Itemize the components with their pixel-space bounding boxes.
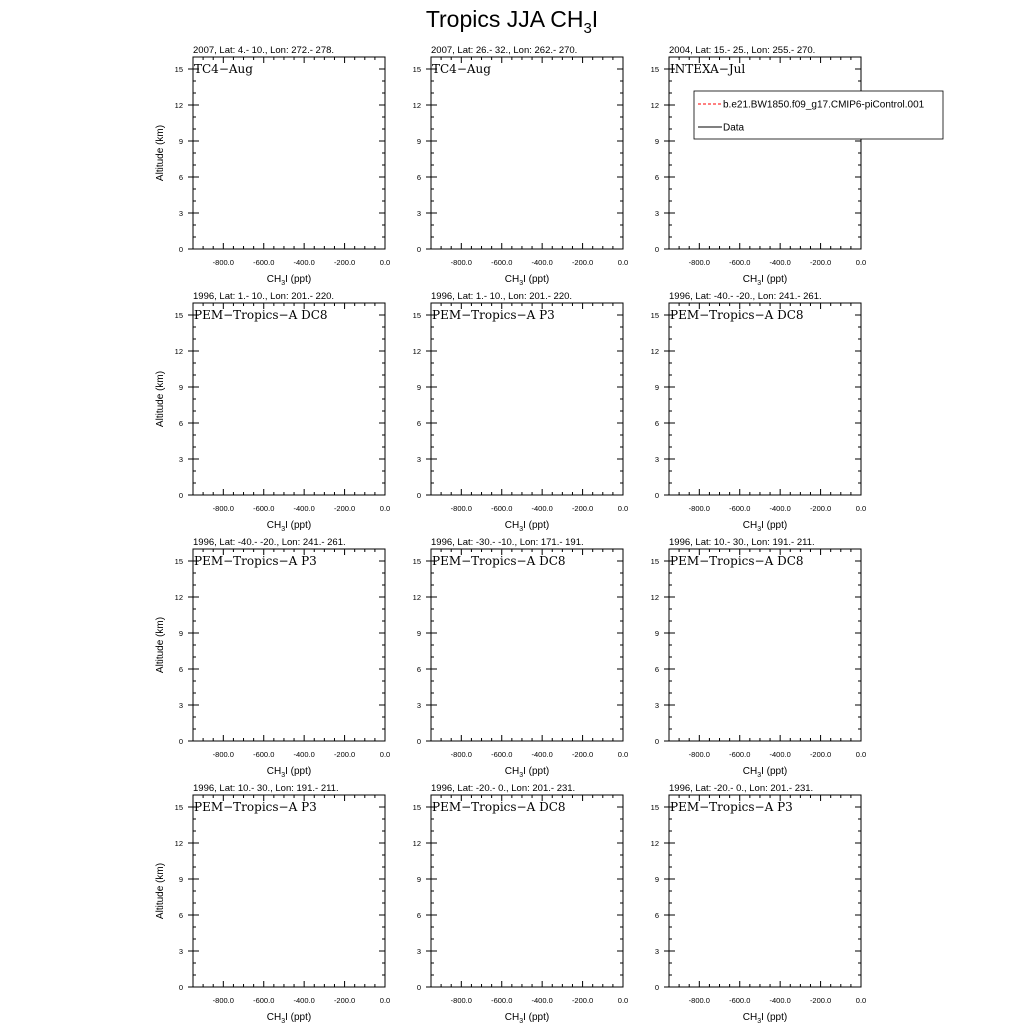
x-tick-label: -400.0 — [293, 504, 315, 513]
x-tick-label: 0.0 — [617, 750, 629, 759]
y-tick-label: 12 — [650, 593, 659, 602]
x-axis-label-main: CH — [742, 1012, 758, 1023]
y-tick-label: 3 — [416, 701, 421, 710]
x-axis-label-tail: I (ppt) — [761, 520, 788, 531]
x-tick-label: 0.0 — [379, 258, 391, 267]
y-tick-label: 12 — [174, 839, 183, 848]
panel-12 — [651, 783, 867, 1024]
x-tick-label: -200.0 — [333, 750, 356, 759]
x-tick-label: -200.0 — [809, 258, 832, 267]
panel-header: 1996, Lat: 10.- 30., Lon: 191.- 211. — [669, 537, 815, 548]
x-tick-label: -800.0 — [688, 258, 710, 267]
x-tick-label: 0.0 — [855, 996, 867, 1005]
x-axis-label-main: CH — [266, 520, 282, 531]
campaign-label: INTEXA−Jul — [670, 62, 746, 76]
x-tick-label: -600.0 — [729, 996, 751, 1005]
y-tick-label: 9 — [654, 875, 659, 884]
x-tick-label: 0.0 — [379, 504, 391, 513]
x-axis-label — [505, 1012, 549, 1024]
x-tick-label: -200.0 — [809, 750, 832, 759]
y-tick-label: 0 — [654, 983, 659, 992]
x-tick-label: -600.0 — [253, 504, 275, 513]
campaign-label: PEM−Tropics−A P3 — [194, 554, 317, 568]
legend — [694, 91, 943, 139]
plot-frame — [669, 303, 861, 495]
x-tick-label: -600.0 — [491, 750, 513, 759]
x-tick-label: -400.0 — [769, 996, 791, 1005]
x-tick-label: -600.0 — [491, 504, 513, 513]
plot-frame — [669, 549, 861, 741]
x-tick-label: -200.0 — [333, 996, 356, 1005]
x-tick-label: 0.0 — [617, 504, 629, 513]
x-tick-label: -200.0 — [571, 258, 594, 267]
y-tick-label: 9 — [654, 137, 659, 146]
x-tick-label: -200.0 — [571, 996, 594, 1005]
y-tick-label: 0 — [416, 983, 421, 992]
x-tick-label: -800.0 — [450, 258, 472, 267]
y-tick-label: 15 — [650, 65, 659, 74]
y-tick-label: 9 — [416, 383, 421, 392]
y-tick-label: 0 — [178, 983, 183, 992]
y-tick-label: 0 — [416, 491, 421, 500]
panel-4 — [155, 291, 390, 533]
y-tick-label: 9 — [178, 137, 183, 146]
x-axis-label-main: CH — [742, 520, 758, 531]
x-axis-label-subscript: 3 — [281, 772, 286, 779]
y-tick-label: 0 — [654, 737, 659, 746]
x-tick-label: 0.0 — [855, 258, 867, 267]
y-tick-label: 0 — [178, 245, 183, 254]
y-tick-label: 15 — [412, 65, 421, 74]
plot-frame — [193, 57, 385, 249]
panel-header: 1996, Lat: -20.- 0., Lon: 201.- 231. — [431, 783, 576, 794]
y-tick-label: 15 — [650, 557, 659, 566]
panel-header: 1996, Lat: 1.- 10., Lon: 201.- 220. — [431, 291, 573, 302]
y-tick-label: 0 — [416, 245, 421, 254]
panel-5 — [413, 291, 629, 533]
x-axis-label — [743, 274, 787, 287]
x-axis-label-subscript: 3 — [519, 772, 524, 779]
x-tick-label: -800.0 — [450, 750, 472, 759]
figure-title-tail: I — [591, 6, 599, 32]
campaign-label: PEM−Tropics−A DC8 — [670, 308, 804, 322]
y-tick-label: 3 — [654, 209, 659, 218]
x-tick-label: -600.0 — [491, 996, 513, 1005]
panel-header: 1996, Lat: -20.- 0., Lon: 201.- 231. — [669, 783, 814, 794]
campaign-label: TC4−Aug — [432, 62, 491, 76]
x-tick-label: -200.0 — [333, 504, 356, 513]
y-tick-label: 6 — [178, 173, 183, 182]
y-tick-label: 12 — [650, 347, 659, 356]
x-axis-label-main: CH — [266, 766, 282, 777]
x-tick-label: -400.0 — [293, 258, 315, 267]
panel-10 — [155, 783, 390, 1024]
figure-title — [426, 6, 598, 37]
x-axis-label-subscript: 3 — [519, 280, 524, 287]
panel-header: 2007, Lat: 26.- 32., Lon: 262.- 270. — [431, 45, 578, 56]
plot-frame — [669, 57, 861, 249]
y-tick-label: 6 — [654, 665, 659, 674]
y-tick-label: 3 — [416, 209, 421, 218]
y-tick-label: 6 — [416, 419, 421, 428]
y-tick-label: 12 — [412, 347, 421, 356]
y-tick-label: 6 — [416, 173, 421, 182]
x-axis-label — [267, 766, 311, 779]
y-tick-label: 9 — [178, 629, 183, 638]
x-axis-label — [505, 766, 549, 779]
campaign-label: PEM−Tropics−A P3 — [670, 800, 793, 814]
y-tick-label: 15 — [412, 803, 421, 812]
y-tick-label: 9 — [654, 629, 659, 638]
x-axis-label-subscript: 3 — [281, 280, 286, 287]
plot-frame — [431, 57, 623, 249]
y-tick-label: 6 — [654, 419, 659, 428]
x-tick-label: -800.0 — [212, 996, 234, 1005]
x-tick-label: 0.0 — [855, 750, 867, 759]
x-tick-label: -400.0 — [531, 258, 553, 267]
y-tick-label: 9 — [416, 875, 421, 884]
y-tick-label: 12 — [412, 839, 421, 848]
x-axis-label-main: CH — [266, 274, 282, 285]
x-axis-label-main: CH — [504, 274, 520, 285]
y-tick-label: 15 — [174, 803, 183, 812]
y-tick-label: 0 — [654, 491, 659, 500]
x-tick-label: -400.0 — [769, 258, 791, 267]
y-tick-label: 3 — [416, 947, 421, 956]
y-tick-label: 15 — [412, 557, 421, 566]
campaign-label: PEM−Tropics−A DC8 — [194, 308, 328, 322]
x-tick-label: -800.0 — [212, 504, 234, 513]
x-tick-label: -600.0 — [253, 258, 275, 267]
y-tick-label: 12 — [650, 839, 659, 848]
x-tick-label: -400.0 — [293, 996, 315, 1005]
x-axis-label-subscript: 3 — [757, 526, 762, 533]
legend-label-1: b.e21.BW1850.f09_g17.CMIP6-piControl.001 — [723, 99, 925, 111]
plot-frame — [193, 549, 385, 741]
y-tick-label: 9 — [416, 137, 421, 146]
campaign-label: TC4−Aug — [194, 62, 253, 76]
x-tick-label: 0.0 — [617, 258, 629, 267]
x-axis-label-tail: I (ppt) — [285, 520, 312, 531]
x-tick-label: 0.0 — [379, 750, 391, 759]
y-tick-label: 3 — [178, 455, 183, 464]
y-tick-label: 12 — [174, 101, 183, 110]
plot-frame — [193, 795, 385, 987]
y-tick-label: 3 — [416, 455, 421, 464]
panel-6 — [651, 291, 867, 533]
x-axis-label-subscript: 3 — [281, 526, 286, 533]
y-tick-label: 15 — [650, 311, 659, 320]
legend-label-2: Data — [723, 122, 745, 134]
x-axis-label-subscript: 3 — [757, 1018, 762, 1024]
x-axis-label-tail: I (ppt) — [523, 1012, 550, 1023]
x-tick-label: -400.0 — [531, 750, 553, 759]
x-tick-label: -400.0 — [769, 504, 791, 513]
panel-grid — [155, 45, 943, 1024]
x-axis-label-tail: I (ppt) — [285, 766, 312, 777]
x-tick-label: -400.0 — [769, 750, 791, 759]
x-tick-label: -800.0 — [688, 504, 710, 513]
y-tick-label: 3 — [654, 701, 659, 710]
x-tick-label: -600.0 — [729, 258, 751, 267]
panel-1 — [155, 45, 390, 287]
figure-title-main: Tropics JJA CH — [425, 6, 584, 32]
y-tick-label: 12 — [650, 101, 659, 110]
x-axis-label-subscript: 3 — [519, 1018, 524, 1024]
y-tick-label: 15 — [174, 65, 183, 74]
y-axis-label: Altitude (km) — [155, 616, 166, 674]
x-axis-label-tail: I (ppt) — [523, 766, 550, 777]
panel-header: 2004, Lat: 15.- 25., Lon: 255.- 270. — [669, 45, 816, 56]
x-tick-label: -400.0 — [293, 750, 315, 759]
x-tick-label: -200.0 — [809, 504, 832, 513]
y-tick-label: 15 — [174, 557, 183, 566]
panel-header: 2007, Lat: 4.- 10., Lon: 272.- 278. — [193, 45, 335, 56]
panel-11 — [413, 783, 629, 1024]
x-tick-label: -800.0 — [688, 750, 710, 759]
x-tick-label: -800.0 — [212, 258, 234, 267]
y-tick-label: 6 — [654, 911, 659, 920]
campaign-label: PEM−Tropics−A P3 — [194, 800, 317, 814]
y-tick-label: 12 — [412, 593, 421, 602]
y-tick-label: 3 — [654, 947, 659, 956]
plot-frame — [193, 303, 385, 495]
x-tick-label: -800.0 — [212, 750, 234, 759]
y-tick-label: 6 — [416, 665, 421, 674]
panel-8 — [413, 537, 629, 779]
x-axis-label — [743, 520, 787, 533]
plot-frame — [669, 795, 861, 987]
panel-7 — [155, 537, 390, 779]
x-axis-label — [505, 274, 549, 287]
x-axis-label-tail: I (ppt) — [285, 274, 312, 285]
x-tick-label: -800.0 — [688, 996, 710, 1005]
y-tick-label: 9 — [654, 383, 659, 392]
x-axis-label-subscript: 3 — [281, 1018, 286, 1024]
y-tick-label: 9 — [178, 383, 183, 392]
y-tick-label: 12 — [412, 101, 421, 110]
x-axis-label-tail: I (ppt) — [285, 1012, 312, 1023]
y-tick-label: 0 — [178, 737, 183, 746]
x-axis-label-tail: I (ppt) — [761, 274, 788, 285]
y-tick-label: 0 — [654, 245, 659, 254]
x-axis-label — [743, 766, 787, 779]
y-axis-label: Altitude (km) — [155, 124, 166, 182]
y-tick-label: 6 — [178, 665, 183, 674]
y-tick-label: 3 — [178, 209, 183, 218]
x-axis-label — [267, 274, 311, 287]
x-tick-label: -200.0 — [333, 258, 356, 267]
x-tick-label: 0.0 — [617, 996, 629, 1005]
y-axis-label: Altitude (km) — [155, 862, 166, 920]
x-tick-label: -800.0 — [450, 996, 472, 1005]
y-tick-label: 15 — [174, 311, 183, 320]
x-axis-label — [267, 520, 311, 533]
x-axis-label-main: CH — [266, 1012, 282, 1023]
campaign-label: PEM−Tropics−A P3 — [432, 308, 555, 322]
x-axis-label — [743, 1012, 787, 1024]
panel-header: 1996, Lat: -30.- -10., Lon: 171.- 191. — [431, 537, 584, 548]
x-tick-label: -600.0 — [491, 258, 513, 267]
panel-header: 1996, Lat: -40.- -20., Lon: 241.- 261. — [669, 291, 822, 302]
x-axis-label-tail: I (ppt) — [523, 274, 550, 285]
y-tick-label: 6 — [178, 419, 183, 428]
y-tick-label: 15 — [412, 311, 421, 320]
x-axis-label — [267, 1012, 311, 1024]
y-tick-label: 6 — [178, 911, 183, 920]
y-tick-label: 6 — [654, 173, 659, 182]
panel-header: 1996, Lat: 1.- 10., Lon: 201.- 220. — [193, 291, 335, 302]
x-axis-label-tail: I (ppt) — [761, 1012, 788, 1023]
x-tick-label: -600.0 — [729, 504, 751, 513]
plot-frame — [431, 549, 623, 741]
x-tick-label: -200.0 — [571, 750, 594, 759]
x-tick-label: 0.0 — [855, 504, 867, 513]
campaign-label: PEM−Tropics−A DC8 — [432, 800, 566, 814]
y-tick-label: 12 — [174, 593, 183, 602]
x-tick-label: -600.0 — [253, 996, 275, 1005]
y-tick-label: 15 — [650, 803, 659, 812]
x-axis-label-tail: I (ppt) — [761, 766, 788, 777]
panel-3 — [651, 45, 867, 287]
campaign-label: PEM−Tropics−A DC8 — [670, 554, 804, 568]
x-axis-label-main: CH — [504, 766, 520, 777]
panel-2 — [413, 45, 629, 287]
x-tick-label: -200.0 — [809, 996, 832, 1005]
x-tick-label: -600.0 — [253, 750, 275, 759]
x-axis-label-main: CH — [504, 520, 520, 531]
plot-frame — [431, 303, 623, 495]
y-tick-label: 9 — [416, 629, 421, 638]
x-tick-label: -800.0 — [450, 504, 472, 513]
x-axis-label-subscript: 3 — [757, 280, 762, 287]
y-tick-label: 3 — [178, 947, 183, 956]
y-tick-label: 0 — [178, 491, 183, 500]
plot-frame — [431, 795, 623, 987]
y-axis-label: Altitude (km) — [155, 370, 166, 428]
x-axis-label — [505, 520, 549, 533]
y-tick-label: 3 — [654, 455, 659, 464]
y-tick-label: 9 — [178, 875, 183, 884]
x-axis-label-tail: I (ppt) — [523, 520, 550, 531]
panel-header: 1996, Lat: 10.- 30., Lon: 191.- 211. — [193, 783, 339, 794]
x-tick-label: -400.0 — [531, 504, 553, 513]
y-tick-label: 0 — [416, 737, 421, 746]
x-axis-label-subscript: 3 — [519, 526, 524, 533]
campaign-label: PEM−Tropics−A DC8 — [432, 554, 566, 568]
x-tick-label: -200.0 — [571, 504, 594, 513]
y-tick-label: 12 — [174, 347, 183, 356]
x-tick-label: 0.0 — [379, 996, 391, 1005]
x-axis-label-main: CH — [742, 766, 758, 777]
y-tick-label: 3 — [178, 701, 183, 710]
x-tick-label: -400.0 — [531, 996, 553, 1005]
x-axis-label-main: CH — [742, 274, 758, 285]
x-axis-label-subscript: 3 — [757, 772, 762, 779]
x-tick-label: -600.0 — [729, 750, 751, 759]
figure-title-subscript: 3 — [583, 20, 592, 37]
panel-9 — [651, 537, 867, 779]
x-axis-label-main: CH — [504, 1012, 520, 1023]
panel-header: 1996, Lat: -40.- -20., Lon: 241.- 261. — [193, 537, 346, 548]
y-tick-label: 6 — [416, 911, 421, 920]
